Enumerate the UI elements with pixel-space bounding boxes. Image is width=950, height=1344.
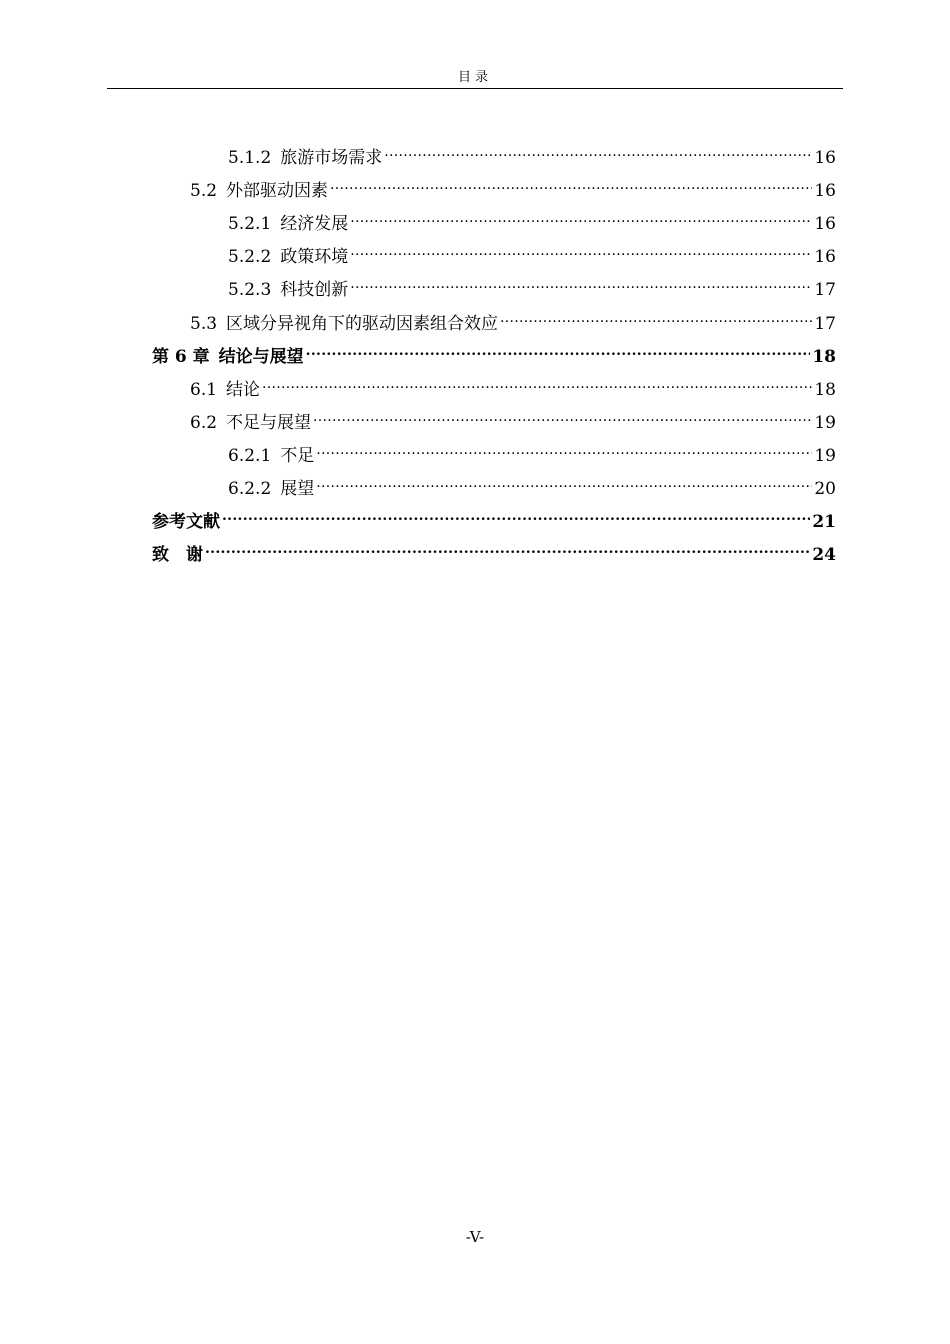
toc-entry-title: 经济发展 — [280, 214, 349, 234]
toc-entry-page: 17 — [814, 314, 836, 334]
toc-dot-leader — [350, 269, 812, 295]
toc-entry[interactable] — [228, 468, 836, 499]
toc-entry-title: 不足与展望 — [226, 413, 312, 433]
toc-entry-number: 5.3 — [190, 314, 218, 334]
toc-entry[interactable] — [190, 402, 836, 433]
toc-entry[interactable] — [228, 137, 836, 168]
toc-entry-page: 19 — [814, 446, 836, 466]
toc-entry[interactable] — [228, 236, 836, 267]
toc-entry-number: 5.2 — [190, 181, 218, 201]
toc-entry-title: 区域分异视角下的驱动因素组合效应 — [226, 314, 499, 334]
toc-entry[interactable] — [228, 269, 836, 300]
toc-dot-leader — [384, 137, 812, 163]
toc-entry-title: 政策环境 — [280, 247, 349, 267]
toc-entry-title: 外部驱动因素 — [226, 181, 329, 201]
toc-entry-page: 20 — [814, 479, 836, 499]
toc-entry-number: 6.1 — [190, 380, 218, 400]
toc-dot-leader — [316, 468, 812, 494]
toc-entry-number: 5.2.3 — [228, 280, 272, 300]
toc-entry-title: 旅游市场需求 — [280, 148, 383, 168]
toc-entry-number: 第 6 章 — [152, 347, 210, 367]
toc-dot-leader — [500, 303, 812, 329]
toc-dot-leader — [222, 501, 810, 527]
toc-entry-page: 16 — [814, 247, 836, 267]
toc-entry-page: 17 — [814, 280, 836, 300]
toc-entry-page: 24 — [812, 545, 836, 565]
toc-entry-number: 5.2.2 — [228, 247, 272, 267]
toc-dot-leader — [316, 435, 812, 461]
toc-entry[interactable] — [190, 170, 836, 201]
toc-entry-title: 致 谢 — [152, 545, 203, 565]
toc-entry-page: 19 — [814, 413, 836, 433]
toc-dot-leader — [306, 336, 811, 362]
toc-entry-title: 参考文献 — [152, 512, 220, 532]
toc-dot-leader — [350, 203, 812, 229]
toc-entry-page: 16 — [814, 148, 836, 168]
toc-entry-number: 6.2.1 — [228, 446, 272, 466]
toc-entry-title: 结论与展望 — [218, 347, 304, 367]
toc-entry[interactable] — [152, 336, 836, 367]
toc-dot-leader — [350, 236, 812, 262]
toc-dot-leader — [330, 170, 812, 196]
toc-entry[interactable] — [190, 369, 836, 400]
toc-entry-page: 16 — [814, 181, 836, 201]
toc-dot-leader — [313, 402, 812, 428]
toc-entry[interactable] — [152, 534, 836, 565]
toc-entry[interactable] — [228, 435, 836, 466]
header-title: 目录 — [457, 70, 492, 85]
page-header — [107, 68, 843, 89]
toc-entry-page: 16 — [814, 214, 836, 234]
toc-entry-title: 结论 — [226, 380, 261, 400]
toc-entry[interactable] — [152, 501, 836, 532]
toc-entry-number: 5.2.1 — [228, 214, 272, 234]
toc-entry-number: 5.1.2 — [228, 148, 272, 168]
toc-entry-page: 18 — [812, 347, 836, 367]
toc-entry[interactable] — [228, 203, 836, 234]
page-footer — [0, 1228, 950, 1246]
toc-dot-leader — [262, 369, 812, 395]
toc-dot-leader — [205, 534, 810, 560]
toc-entry-title: 科技创新 — [280, 280, 349, 300]
toc-entry-number: 6.2.2 — [228, 479, 272, 499]
toc-entry-title: 展望 — [280, 479, 315, 499]
toc-entry-title: 不足 — [280, 446, 315, 466]
page-number: -V- — [465, 1228, 485, 1246]
toc-entry[interactable] — [190, 303, 836, 334]
toc-entry-page: 21 — [812, 512, 836, 532]
toc-entry-number: 6.2 — [190, 413, 218, 433]
toc-entry-page: 18 — [814, 380, 836, 400]
